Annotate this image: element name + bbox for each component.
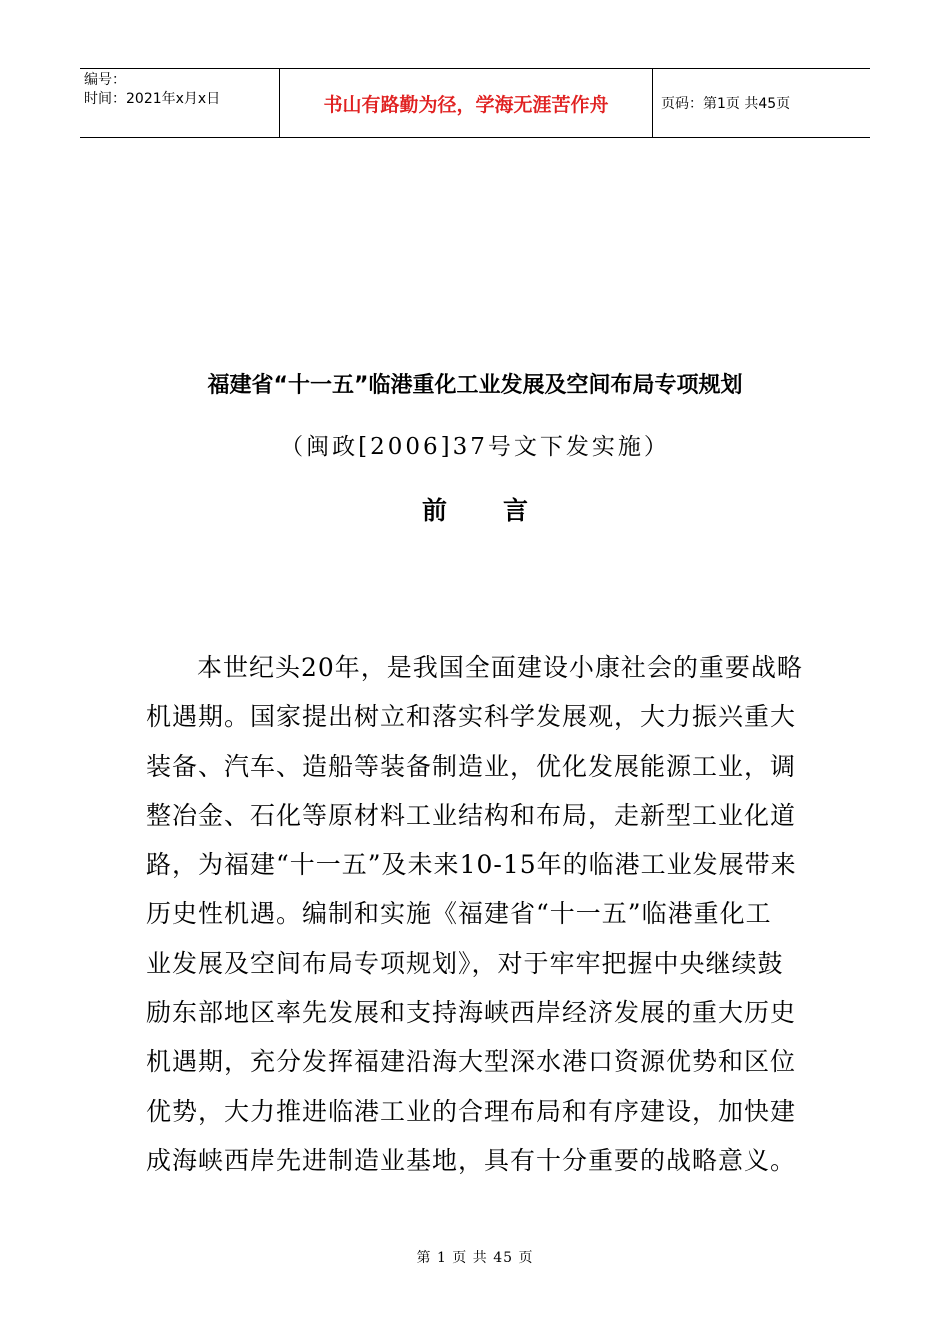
header-meta-cell xyxy=(80,69,280,137)
paragraph-line: 机遇期，充分发挥福建沿海大型深水港口资源优势和区位 xyxy=(146,1047,797,1077)
header-motto: 书山有路勤为径，学海无涯苦作舟 xyxy=(323,93,609,116)
paragraph-line: 励东部地区率先发展和支持海峡西岸经济发展的重大历史 xyxy=(146,998,797,1028)
paragraph-line: 本世纪头20年，是我国全面建设小康社会的重要战略 xyxy=(197,653,803,682)
header-page-info: 页码：第1页 共45页 xyxy=(661,96,791,112)
header-table xyxy=(80,68,870,138)
paragraph-line: 机遇期。国家提出树立和落实科学发展观，大力振兴重大 xyxy=(146,702,797,732)
header-motto-cell xyxy=(280,69,653,137)
paragraph-line: 装备、汽车、造船等装备制造业，优化发展能源工业，调 xyxy=(146,751,797,781)
paragraph-line: 成海峡西岸先进制造业基地，具有十分重要的战略意义。 xyxy=(146,1145,797,1175)
header-page-cell xyxy=(653,69,870,137)
preface-paragraph xyxy=(146,648,811,1190)
document-date-label: 时间：2021年x月x日 xyxy=(84,91,221,107)
paragraph-line: 优势，大力推进临港工业的合理布局和有序建设，加快建 xyxy=(146,1096,797,1126)
paragraph-line: 整冶金、石化等原材料工业结构和布局，走新型工业化道 xyxy=(146,800,797,830)
preface-heading-char: 前 xyxy=(421,496,447,525)
preface-heading-char: 言 xyxy=(503,496,529,525)
page-footer: 第 1 页 共 45 页 xyxy=(416,1250,534,1266)
document-title: 福建省“十一五”临港重化工业发展及空间布局专项规划 xyxy=(207,373,743,398)
preface-heading xyxy=(0,491,950,527)
document-subtitle: （闽政[2006]37号文下发实施） xyxy=(280,434,670,460)
paragraph-line: 业发展及空间布局专项规划》，对于牢牢把握中央继续鼓 xyxy=(146,948,784,978)
paragraph-line: 路，为福建“十一五”及未来10-15年的临港工业发展带来 xyxy=(146,850,797,880)
paragraph-line: 历史性机遇。编制和实施《福建省“十一五”临港重化工 xyxy=(146,899,772,929)
document-number-label: 编号： xyxy=(84,72,126,88)
